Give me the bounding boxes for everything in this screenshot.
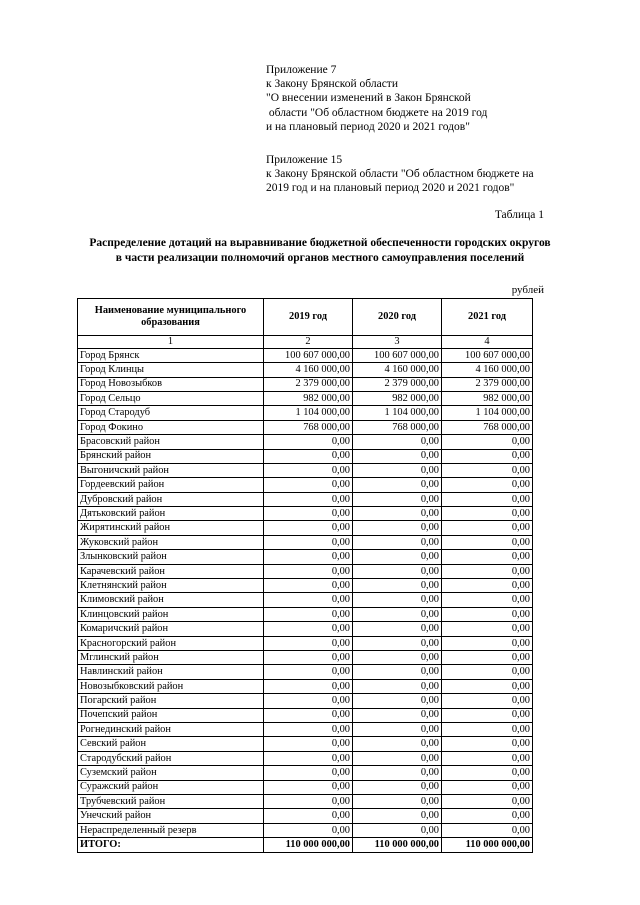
municipality-name: Город Стародуб <box>78 406 264 420</box>
value-2019: 0,00 <box>264 636 353 650</box>
value-2020: 0,00 <box>353 722 442 736</box>
value-2019: 0,00 <box>264 622 353 636</box>
value-2019: 768 000,00 <box>264 420 353 434</box>
municipality-name: Жуковский район <box>78 535 264 549</box>
column-number: 2 <box>264 336 353 349</box>
value-2019: 0,00 <box>264 780 353 794</box>
table-row <box>78 478 533 492</box>
value-2021: 0,00 <box>442 679 533 693</box>
table-header-row <box>78 299 533 336</box>
document-title <box>60 236 580 265</box>
value-2019: 0,00 <box>264 751 353 765</box>
value-2020: 982 000,00 <box>353 391 442 405</box>
total-2019: 110 000 000,00 <box>264 838 353 853</box>
title-line: в части реализации полномочий органов местного самоуправления поселений <box>115 251 525 264</box>
value-2020: 0,00 <box>353 579 442 593</box>
total-label: ИТОГО: <box>78 838 264 853</box>
value-2019: 0,00 <box>264 823 353 837</box>
value-2021: 1 104 000,00 <box>442 406 533 420</box>
municipality-name: Почепский район <box>78 708 264 722</box>
value-2019: 0,00 <box>264 665 353 679</box>
value-2021: 0,00 <box>442 449 533 463</box>
value-2021: 0,00 <box>442 708 533 722</box>
value-2020: 0,00 <box>353 478 442 492</box>
value-2021: 0,00 <box>442 535 533 549</box>
table-row <box>78 651 533 665</box>
column-number-row <box>78 336 533 349</box>
value-2021: 0,00 <box>442 579 533 593</box>
appendix-15-line: Приложение 15 <box>266 154 343 166</box>
municipality-name: Новозыбковский район <box>78 679 264 693</box>
value-2019: 0,00 <box>264 651 353 665</box>
table-row <box>78 607 533 621</box>
table-row <box>78 780 533 794</box>
value-2019: 0,00 <box>264 766 353 780</box>
table-row <box>78 492 533 506</box>
table-row <box>78 694 533 708</box>
table-body <box>78 348 533 837</box>
value-2020: 100 607 000,00 <box>353 348 442 362</box>
value-2020: 0,00 <box>353 766 442 780</box>
table-row <box>78 722 533 736</box>
total-2020: 110 000 000,00 <box>353 838 442 853</box>
table-row <box>78 622 533 636</box>
appendix-15-line: к Закону Брянской области "Об областном бюджете на <box>266 168 534 181</box>
value-2020: 0,00 <box>353 780 442 794</box>
value-2021: 0,00 <box>442 694 533 708</box>
value-2019: 0,00 <box>264 535 353 549</box>
table-label: Таблица 1 <box>494 209 544 221</box>
municipality-name: Клинцовский район <box>78 607 264 621</box>
value-2019: 0,00 <box>264 564 353 578</box>
value-2021: 0,00 <box>442 564 533 578</box>
table-row <box>78 794 533 808</box>
header-2020: 2020 год <box>353 299 442 336</box>
value-2020: 0,00 <box>353 751 442 765</box>
value-2020: 768 000,00 <box>353 420 442 434</box>
municipality-name: Суражский район <box>78 780 264 794</box>
value-2021: 4 160 000,00 <box>442 363 533 377</box>
value-2021: 0,00 <box>442 492 533 506</box>
table-row <box>78 579 533 593</box>
value-2020: 0,00 <box>353 823 442 837</box>
appendix-7-line: "О внесении изменений в Закон Брянской <box>266 92 471 105</box>
value-2021: 982 000,00 <box>442 391 533 405</box>
table-row <box>78 665 533 679</box>
value-2021: 2 379 000,00 <box>442 377 533 391</box>
value-2020: 0,00 <box>353 679 442 693</box>
distribution-table <box>77 298 533 853</box>
value-2020: 0,00 <box>353 435 442 449</box>
municipality-name: Жирятинский район <box>78 521 264 535</box>
value-2020: 1 104 000,00 <box>353 406 442 420</box>
table-row <box>78 535 533 549</box>
table-row <box>78 751 533 765</box>
value-2021: 0,00 <box>442 794 533 808</box>
value-2019: 0,00 <box>264 794 353 808</box>
appendix-7-line: и на плановый период 2020 и 2021 годов" <box>266 120 470 133</box>
value-2021: 0,00 <box>442 722 533 736</box>
value-2019: 0,00 <box>264 708 353 722</box>
appendix-7-line: области "Об областном бюджете на 2019 год <box>266 106 488 119</box>
value-2019: 0,00 <box>264 737 353 751</box>
table-row <box>78 636 533 650</box>
value-2020: 0,00 <box>353 449 442 463</box>
value-2020: 0,00 <box>353 622 442 636</box>
appendix-15-line: 2019 год и на плановый период 2020 и 2021 годов" <box>266 182 515 195</box>
municipality-name: Нераспределенный резерв <box>78 823 264 837</box>
value-2019: 0,00 <box>264 607 353 621</box>
value-2021: 0,00 <box>442 478 533 492</box>
table-row <box>78 420 533 434</box>
municipality-name: Стародубский район <box>78 751 264 765</box>
value-2020: 4 160 000,00 <box>353 363 442 377</box>
table-row <box>78 391 533 405</box>
table-row <box>78 463 533 477</box>
municipality-name: Унечский район <box>78 809 264 823</box>
value-2020: 2 379 000,00 <box>353 377 442 391</box>
value-2019: 0,00 <box>264 492 353 506</box>
value-2021: 0,00 <box>442 550 533 564</box>
municipality-name: Климовский район <box>78 593 264 607</box>
value-2021: 0,00 <box>442 780 533 794</box>
value-2020: 0,00 <box>353 492 442 506</box>
value-2021: 768 000,00 <box>442 420 533 434</box>
units-label: рублей <box>511 284 544 296</box>
value-2021: 0,00 <box>442 463 533 477</box>
table-row <box>78 737 533 751</box>
value-2019: 0,00 <box>264 478 353 492</box>
appendix-15-header <box>266 153 534 196</box>
municipality-name: Гордеевский район <box>78 478 264 492</box>
municipality-name: Клетнянский район <box>78 579 264 593</box>
table-row <box>78 348 533 362</box>
value-2020: 0,00 <box>353 809 442 823</box>
table-row <box>78 809 533 823</box>
header-2021: 2021 год <box>442 299 533 336</box>
value-2021: 0,00 <box>442 593 533 607</box>
municipality-name: Брасовский район <box>78 435 264 449</box>
municipality-name: Злынковский район <box>78 550 264 564</box>
table-row <box>78 679 533 693</box>
value-2020: 0,00 <box>353 694 442 708</box>
value-2019: 0,00 <box>264 449 353 463</box>
value-2021: 0,00 <box>442 737 533 751</box>
value-2021: 0,00 <box>442 823 533 837</box>
value-2019: 0,00 <box>264 722 353 736</box>
municipality-name: Выгоничский район <box>78 463 264 477</box>
value-2020: 0,00 <box>353 521 442 535</box>
municipality-name: Дубровский район <box>78 492 264 506</box>
municipality-name: Мглинский район <box>78 651 264 665</box>
value-2021: 100 607 000,00 <box>442 348 533 362</box>
municipality-name: Дятьковский район <box>78 507 264 521</box>
municipality-name: Погарский район <box>78 694 264 708</box>
value-2019: 0,00 <box>264 579 353 593</box>
value-2019: 0,00 <box>264 593 353 607</box>
municipality-name: Город Брянск <box>78 348 264 362</box>
table-row <box>78 766 533 780</box>
value-2020: 0,00 <box>353 794 442 808</box>
value-2019: 0,00 <box>264 809 353 823</box>
table-row <box>78 823 533 837</box>
title-line: Распределение дотаций на выравнивание бюджетной обеспеченности городских округов <box>89 237 551 249</box>
value-2020: 0,00 <box>353 708 442 722</box>
header-municipality: Наименование муниципального образования <box>78 299 264 336</box>
value-2020: 0,00 <box>353 507 442 521</box>
value-2021: 0,00 <box>442 507 533 521</box>
table-row <box>78 521 533 535</box>
municipality-name: Город Клинцы <box>78 363 264 377</box>
value-2020: 0,00 <box>353 550 442 564</box>
municipality-name: Навлинский район <box>78 665 264 679</box>
value-2021: 0,00 <box>442 665 533 679</box>
table-row <box>78 406 533 420</box>
value-2021: 0,00 <box>442 766 533 780</box>
value-2020: 0,00 <box>353 737 442 751</box>
value-2019: 0,00 <box>264 679 353 693</box>
municipality-name: Суземский район <box>78 766 264 780</box>
header-2019: 2019 год <box>264 299 353 336</box>
column-number: 1 <box>78 336 264 349</box>
value-2020: 0,00 <box>353 463 442 477</box>
value-2020: 0,00 <box>353 665 442 679</box>
value-2019: 4 160 000,00 <box>264 363 353 377</box>
table-row <box>78 377 533 391</box>
value-2019: 2 379 000,00 <box>264 377 353 391</box>
value-2020: 0,00 <box>353 651 442 665</box>
table-row <box>78 564 533 578</box>
value-2019: 982 000,00 <box>264 391 353 405</box>
value-2021: 0,00 <box>442 636 533 650</box>
value-2019: 0,00 <box>264 435 353 449</box>
value-2020: 0,00 <box>353 607 442 621</box>
value-2020: 0,00 <box>353 535 442 549</box>
municipality-name: Красногорский район <box>78 636 264 650</box>
table-row <box>78 449 533 463</box>
table-row <box>78 363 533 377</box>
table-row <box>78 435 533 449</box>
municipality-name: Город Фокино <box>78 420 264 434</box>
value-2019: 0,00 <box>264 521 353 535</box>
value-2020: 0,00 <box>353 564 442 578</box>
municipality-name: Брянский район <box>78 449 264 463</box>
value-2021: 0,00 <box>442 607 533 621</box>
value-2021: 0,00 <box>442 435 533 449</box>
appendix-7-header <box>266 63 487 134</box>
value-2019: 0,00 <box>264 694 353 708</box>
value-2019: 0,00 <box>264 463 353 477</box>
municipality-name: Комаричский район <box>78 622 264 636</box>
value-2019: 100 607 000,00 <box>264 348 353 362</box>
value-2020: 0,00 <box>353 636 442 650</box>
value-2021: 0,00 <box>442 809 533 823</box>
table-row <box>78 593 533 607</box>
value-2021: 0,00 <box>442 521 533 535</box>
value-2021: 0,00 <box>442 751 533 765</box>
table-row <box>78 708 533 722</box>
value-2019: 0,00 <box>264 550 353 564</box>
value-2021: 0,00 <box>442 622 533 636</box>
total-row <box>78 838 533 853</box>
table-row <box>78 550 533 564</box>
column-number: 3 <box>353 336 442 349</box>
value-2021: 0,00 <box>442 651 533 665</box>
municipality-name: Рогнединский район <box>78 722 264 736</box>
table-row <box>78 507 533 521</box>
value-2020: 0,00 <box>353 593 442 607</box>
appendix-7-line: к Закону Брянской области <box>266 78 398 91</box>
value-2019: 0,00 <box>264 507 353 521</box>
municipality-name: Севский район <box>78 737 264 751</box>
column-number: 4 <box>442 336 533 349</box>
appendix-7-line: Приложение 7 <box>266 64 337 76</box>
total-2021: 110 000 000,00 <box>442 838 533 853</box>
municipality-name: Карачевский район <box>78 564 264 578</box>
municipality-name: Город Сельцо <box>78 391 264 405</box>
municipality-name: Трубчевский район <box>78 794 264 808</box>
value-2019: 1 104 000,00 <box>264 406 353 420</box>
municipality-name: Город Новозыбков <box>78 377 264 391</box>
